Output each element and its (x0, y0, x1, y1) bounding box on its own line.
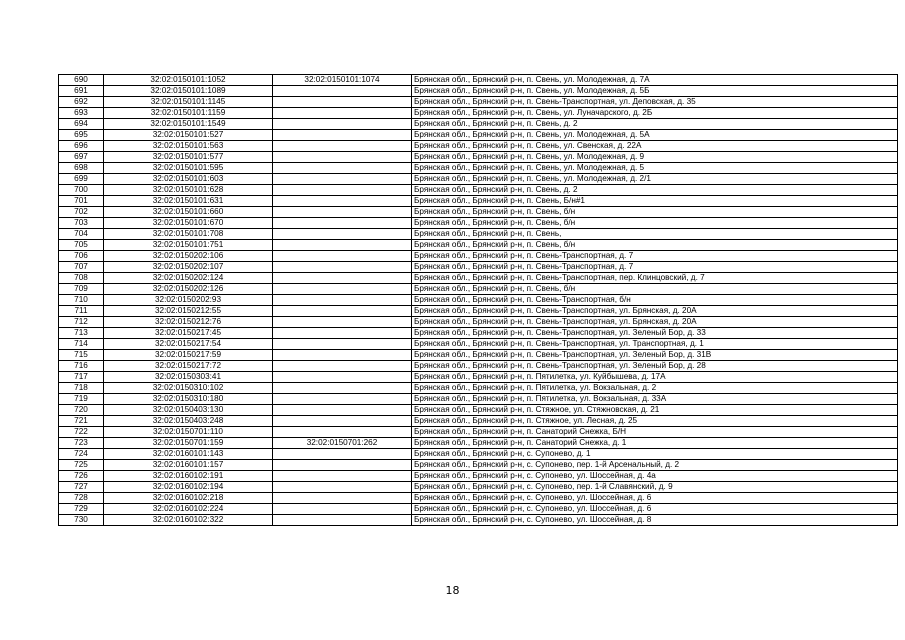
cadastral-number-cell: 32:02:0160102:322 (104, 515, 273, 526)
address-cell: Брянская обл., Брянский р-н, с. Супонево, пер. 1-й Арсенальный, д. 2 (412, 460, 898, 471)
related-cadastral-number-cell (273, 471, 412, 482)
cadastral-number-cell: 32:02:0160101:143 (104, 449, 273, 460)
related-cadastral-number-cell (273, 372, 412, 383)
cadastral-number-cell: 32:02:0150217:59 (104, 350, 273, 361)
related-cadastral-number-cell (273, 97, 412, 108)
row-number-cell: 711 (59, 306, 104, 317)
table-row (59, 394, 898, 405)
row-number-cell: 695 (59, 130, 104, 141)
row-number-cell: 691 (59, 86, 104, 97)
related-cadastral-number-cell (273, 416, 412, 427)
related-cadastral-number-cell (273, 130, 412, 141)
row-number-cell: 704 (59, 229, 104, 240)
row-number-cell: 701 (59, 196, 104, 207)
address-cell: Брянская обл., Брянский р-н, п. Свень, ул. Свенская, д. 22А (412, 141, 898, 152)
row-number-cell: 718 (59, 383, 104, 394)
related-cadastral-number-cell (273, 482, 412, 493)
address-cell: Брянская обл., Брянский р-н, п. Свень-Транспортная, д. 7 (412, 251, 898, 262)
table-row (59, 229, 898, 240)
cadastral-number-cell: 32:02:0150403:130 (104, 405, 273, 416)
cadastral-number-cell: 32:02:0150101:1159 (104, 108, 273, 119)
table-row (59, 482, 898, 493)
table-row (59, 493, 898, 504)
related-cadastral-number-cell (273, 383, 412, 394)
cadastral-number-cell: 32:02:0150101:628 (104, 185, 273, 196)
related-cadastral-number-cell (273, 108, 412, 119)
table-row (59, 86, 898, 97)
table-row (59, 75, 898, 86)
related-cadastral-number-cell (273, 273, 412, 284)
row-number-cell: 723 (59, 438, 104, 449)
table-row (59, 218, 898, 229)
cadastral-number-cell: 32:02:0150310:102 (104, 383, 273, 394)
address-cell: Брянская обл., Брянский р-н, п. Свень, ул. Молодежная, д. 5Б (412, 86, 898, 97)
table-row (59, 295, 898, 306)
table-row (59, 152, 898, 163)
cadastral-number-cell: 32:02:0150303:41 (104, 372, 273, 383)
row-number-cell: 712 (59, 317, 104, 328)
table-row (59, 97, 898, 108)
address-cell: Брянская обл., Брянский р-н, п. Свень, ул. Молодежная, д. 2/1 (412, 174, 898, 185)
table-row (59, 372, 898, 383)
address-cell: Брянская обл., Брянский р-н, п. Пятилетка, ул. Куйбышева, д. 17А (412, 372, 898, 383)
cadastral-number-cell: 32:02:0150101:1549 (104, 119, 273, 130)
address-cell: Брянская обл., Брянский р-н, п. Свень, б/н (412, 207, 898, 218)
table-row (59, 163, 898, 174)
cadastral-number-cell: 32:02:0150101:631 (104, 196, 273, 207)
row-number-cell: 715 (59, 350, 104, 361)
table-row (59, 251, 898, 262)
table-row (59, 438, 898, 449)
cadastral-table (58, 74, 898, 526)
address-cell: Брянская обл., Брянский р-н, п. Свень-Транспортная, ул. Брянская, д. 20А (412, 306, 898, 317)
row-number-cell: 730 (59, 515, 104, 526)
related-cadastral-number-cell (273, 339, 412, 350)
related-cadastral-number-cell (273, 317, 412, 328)
address-cell: Брянская обл., Брянский р-н, с. Супонево, ул. Шоссейная, д. 4а (412, 471, 898, 482)
table-row (59, 427, 898, 438)
cadastral-number-cell: 32:02:0150202:126 (104, 284, 273, 295)
cadastral-number-cell: 32:02:0150202:93 (104, 295, 273, 306)
address-cell: Брянская обл., Брянский р-н, п. Санаторий Снежка, д. 1 (412, 438, 898, 449)
address-cell: Брянская обл., Брянский р-н, п. Свень-Транспортная, ул. Деповская, д. 35 (412, 97, 898, 108)
row-number-cell: 710 (59, 295, 104, 306)
row-number-cell: 722 (59, 427, 104, 438)
address-cell: Брянская обл., Брянский р-н, п. Свень, б/н (412, 284, 898, 295)
row-number-cell: 709 (59, 284, 104, 295)
cadastral-number-cell: 32:02:0150212:76 (104, 317, 273, 328)
cadastral-number-cell: 32:02:0150101:1089 (104, 86, 273, 97)
table-row (59, 339, 898, 350)
related-cadastral-number-cell (273, 449, 412, 460)
table-row (59, 449, 898, 460)
table-row (59, 504, 898, 515)
address-cell: Брянская обл., Брянский р-н, п. Свень, ул. Молодежная, д. 5А (412, 130, 898, 141)
related-cadastral-number-cell (273, 229, 412, 240)
cadastral-number-cell: 32:02:0150403:248 (104, 416, 273, 427)
row-number-cell: 705 (59, 240, 104, 251)
cadastral-number-cell: 32:02:0160102:191 (104, 471, 273, 482)
table-row (59, 185, 898, 196)
related-cadastral-number-cell (273, 240, 412, 251)
address-cell: Брянская обл., Брянский р-н, п. Свень-Транспортная, ул. Зеленый Бор, д. 31В (412, 350, 898, 361)
related-cadastral-number-cell (273, 185, 412, 196)
address-cell: Брянская обл., Брянский р-н, п. Свень, ул. Молодежная, д. 5 (412, 163, 898, 174)
related-cadastral-number-cell (273, 141, 412, 152)
related-cadastral-number-cell: 32:02:0150701:262 (273, 438, 412, 449)
row-number-cell: 692 (59, 97, 104, 108)
table-row (59, 174, 898, 185)
table-row (59, 416, 898, 427)
table-row (59, 515, 898, 526)
related-cadastral-number-cell (273, 350, 412, 361)
related-cadastral-number-cell (273, 196, 412, 207)
cadastral-number-cell: 32:02:0150310:180 (104, 394, 273, 405)
row-number-cell: 707 (59, 262, 104, 273)
related-cadastral-number-cell (273, 163, 412, 174)
address-cell: Брянская обл., Брянский р-н, п. Свень-Транспортная, д. 7 (412, 262, 898, 273)
related-cadastral-number-cell (273, 152, 412, 163)
cadastral-table-body (59, 75, 898, 526)
address-cell: Брянская обл., Брянский р-н, п. Свень, ул. Молодежная, д. 9 (412, 152, 898, 163)
row-number-cell: 703 (59, 218, 104, 229)
cadastral-number-cell: 32:02:0150217:45 (104, 328, 273, 339)
row-number-cell: 729 (59, 504, 104, 515)
table-row (59, 306, 898, 317)
address-cell: Брянская обл., Брянский р-н, п. Пятилетка, ул. Вокзальная, д. 33А (412, 394, 898, 405)
cadastral-number-cell: 32:02:0150101:603 (104, 174, 273, 185)
table-row (59, 196, 898, 207)
related-cadastral-number-cell (273, 460, 412, 471)
row-number-cell: 699 (59, 174, 104, 185)
row-number-cell: 719 (59, 394, 104, 405)
table-row (59, 273, 898, 284)
table-row (59, 317, 898, 328)
cadastral-number-cell: 32:02:0150212:55 (104, 306, 273, 317)
address-cell: Брянская обл., Брянский р-н, п. Свень-Транспортная, ул. Зеленый Бор, д. 28 (412, 361, 898, 372)
row-number-cell: 727 (59, 482, 104, 493)
address-cell: Брянская обл., Брянский р-н, п. Свень-Транспортная, ул. Зеленый Бор, д. 33 (412, 328, 898, 339)
address-cell: Брянская обл., Брянский р-н, п. Свень-Транспортная, б/н (412, 295, 898, 306)
related-cadastral-number-cell: 32:02:0150101:1074 (273, 75, 412, 86)
table-row (59, 405, 898, 416)
table-row (59, 207, 898, 218)
related-cadastral-number-cell (273, 284, 412, 295)
related-cadastral-number-cell (273, 306, 412, 317)
related-cadastral-number-cell (273, 251, 412, 262)
cadastral-number-cell: 32:02:0150101:1145 (104, 97, 273, 108)
row-number-cell: 694 (59, 119, 104, 130)
table-row (59, 108, 898, 119)
row-number-cell: 720 (59, 405, 104, 416)
row-number-cell: 697 (59, 152, 104, 163)
cadastral-number-cell: 32:02:0150217:72 (104, 361, 273, 372)
cadastral-number-cell: 32:02:0150202:124 (104, 273, 273, 284)
cadastral-number-cell: 32:02:0150101:563 (104, 141, 273, 152)
table-row (59, 262, 898, 273)
row-number-cell: 728 (59, 493, 104, 504)
table-row (59, 284, 898, 295)
row-number-cell: 696 (59, 141, 104, 152)
row-number-cell: 725 (59, 460, 104, 471)
related-cadastral-number-cell (273, 207, 412, 218)
related-cadastral-number-cell (273, 119, 412, 130)
related-cadastral-number-cell (273, 174, 412, 185)
address-cell: Брянская обл., Брянский р-н, с. Супонево, ул. Шоссейная, д. 6 (412, 493, 898, 504)
table-row (59, 119, 898, 130)
cadastral-number-cell: 32:02:0150701:159 (104, 438, 273, 449)
address-cell: Брянская обл., Брянский р-н, п. Санаторий Снежка, Б/Н (412, 427, 898, 438)
row-number-cell: 716 (59, 361, 104, 372)
cadastral-number-cell: 32:02:0150101:595 (104, 163, 273, 174)
related-cadastral-number-cell (273, 394, 412, 405)
related-cadastral-number-cell (273, 493, 412, 504)
cadastral-number-cell: 32:02:0150202:106 (104, 251, 273, 262)
table-row (59, 141, 898, 152)
row-number-cell: 708 (59, 273, 104, 284)
row-number-cell: 693 (59, 108, 104, 119)
row-number-cell: 702 (59, 207, 104, 218)
table-row (59, 471, 898, 482)
address-cell: Брянская обл., Брянский р-н, п. Свень-Транспортная, ул. Транспортная, д. 1 (412, 339, 898, 350)
address-cell: Брянская обл., Брянский р-н, п. Свень, ул. Луначарского, д. 2Б (412, 108, 898, 119)
address-cell: Брянская обл., Брянский р-н, п. Свень, (412, 229, 898, 240)
address-cell: Брянская обл., Брянский р-н, с. Супонево, ул. Шоссейная, д. 6 (412, 504, 898, 515)
cadastral-number-cell: 32:02:0160102:224 (104, 504, 273, 515)
address-cell: Брянская обл., Брянский р-н, с. Супонево, ул. Шоссейная, д. 8 (412, 515, 898, 526)
address-cell: Брянская обл., Брянский р-н, п. Свень, б/н (412, 240, 898, 251)
row-number-cell: 726 (59, 471, 104, 482)
address-cell: Брянская обл., Брянский р-н, п. Стяжное, ул. Стяжновская, д. 21 (412, 405, 898, 416)
cadastral-number-cell: 32:02:0150101:670 (104, 218, 273, 229)
cadastral-number-cell: 32:02:0150101:708 (104, 229, 273, 240)
table-row (59, 383, 898, 394)
address-cell: Брянская обл., Брянский р-н, п. Свень, б/н (412, 218, 898, 229)
address-cell: Брянская обл., Брянский р-н, п. Свень, д. 2 (412, 185, 898, 196)
cadastral-number-cell: 32:02:0150101:1052 (104, 75, 273, 86)
related-cadastral-number-cell (273, 361, 412, 372)
row-number-cell: 724 (59, 449, 104, 460)
related-cadastral-number-cell (273, 218, 412, 229)
related-cadastral-number-cell (273, 262, 412, 273)
row-number-cell: 690 (59, 75, 104, 86)
cadastral-number-cell: 32:02:0150701:110 (104, 427, 273, 438)
cadastral-number-cell: 32:02:0150101:751 (104, 240, 273, 251)
address-cell: Брянская обл., Брянский р-н, п. Свень, д. 2 (412, 119, 898, 130)
row-number-cell: 700 (59, 185, 104, 196)
cadastral-number-cell: 32:02:0160101:157 (104, 460, 273, 471)
related-cadastral-number-cell (273, 515, 412, 526)
related-cadastral-number-cell (273, 405, 412, 416)
related-cadastral-number-cell (273, 86, 412, 97)
address-cell: Брянская обл., Брянский р-н, п. Свень-Транспортная, ул. Брянская, д. 20А (412, 317, 898, 328)
address-cell: Брянская обл., Брянский р-н, п. Свень, ул. Молодежная, д. 7А (412, 75, 898, 86)
address-cell: Брянская обл., Брянский р-н, с. Супонево, пер. 1-й Славянский, д. 9 (412, 482, 898, 493)
related-cadastral-number-cell (273, 427, 412, 438)
row-number-cell: 698 (59, 163, 104, 174)
cadastral-number-cell: 32:02:0150101:527 (104, 130, 273, 141)
cadastral-number-cell: 32:02:0160102:194 (104, 482, 273, 493)
table-row (59, 130, 898, 141)
table-row (59, 460, 898, 471)
address-cell: Брянская обл., Брянский р-н, п. Свень-Транспортная, пер. Клинцовский, д. 7 (412, 273, 898, 284)
table-row (59, 240, 898, 251)
address-cell: Брянская обл., Брянский р-н, п. Пятилетка, ул. Вокзальная, д. 2 (412, 383, 898, 394)
related-cadastral-number-cell (273, 328, 412, 339)
row-number-cell: 714 (59, 339, 104, 350)
cadastral-number-cell: 32:02:0150101:577 (104, 152, 273, 163)
address-cell: Брянская обл., Брянский р-н, п. Стяжное, ул. Лесная, д. 25 (412, 416, 898, 427)
address-cell: Брянская обл., Брянский р-н, с. Супонево, д. 1 (412, 449, 898, 460)
table-row (59, 328, 898, 339)
row-number-cell: 713 (59, 328, 104, 339)
address-cell: Брянская обл., Брянский р-н, п. Свень, Б/н#1 (412, 196, 898, 207)
table-row (59, 361, 898, 372)
cadastral-number-cell: 32:02:0150202:107 (104, 262, 273, 273)
table-row (59, 350, 898, 361)
page-number: 18 (445, 584, 460, 597)
cadastral-number-cell: 32:02:0160102:218 (104, 493, 273, 504)
related-cadastral-number-cell (273, 504, 412, 515)
cadastral-number-cell: 32:02:0150217:54 (104, 339, 273, 350)
row-number-cell: 706 (59, 251, 104, 262)
related-cadastral-number-cell (273, 295, 412, 306)
cadastral-number-cell: 32:02:0150101:660 (104, 207, 273, 218)
row-number-cell: 721 (59, 416, 104, 427)
row-number-cell: 717 (59, 372, 104, 383)
